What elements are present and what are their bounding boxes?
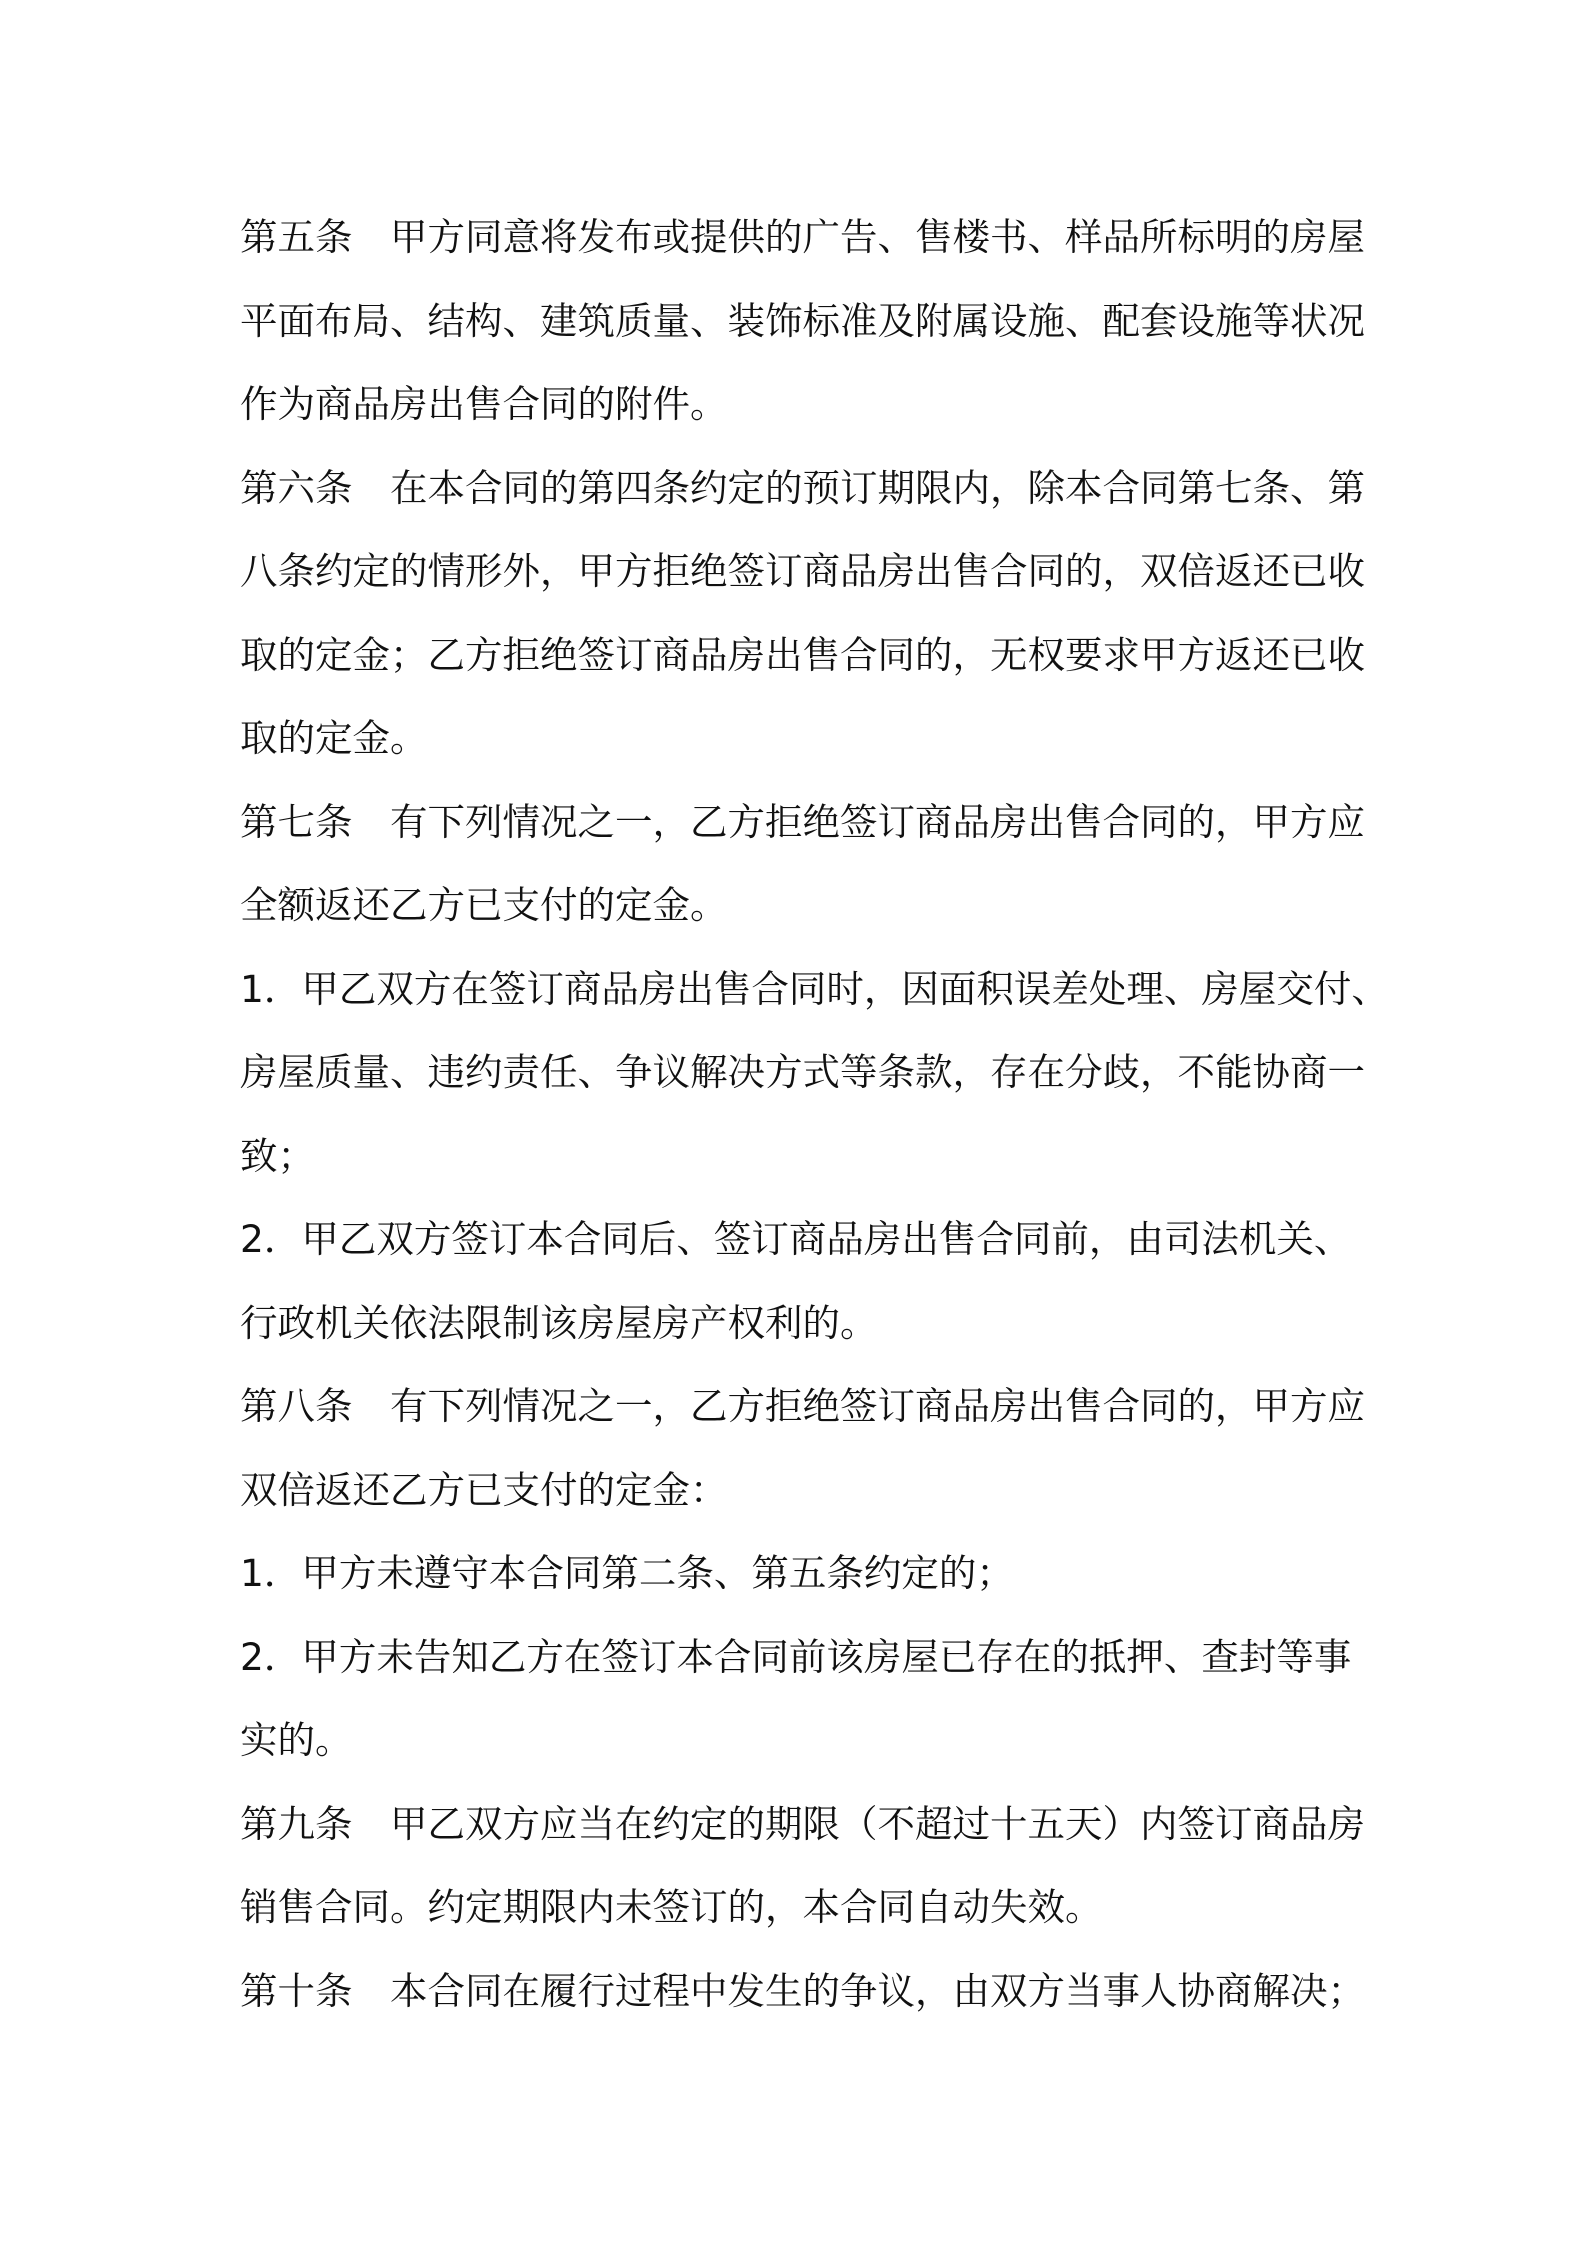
text-line: 第九条 甲乙双方应当在约定的期限（不超过十五天）内签订商品房: [240, 1801, 1365, 1846]
text-line: 取的定金；乙方拒绝签订商品房出售合同的，无权要求甲方返还已收: [240, 632, 1365, 677]
text-line: 第七条 有下列情况之一，乙方拒绝签订商品房出售合同的，甲方应: [240, 799, 1365, 844]
text-line: 取的定金。: [240, 716, 428, 760]
text-line: 致；: [240, 1133, 315, 1178]
text-line: 平面布局、结构、建筑质量、装饰标准及附属设施、配套设施等状况: [240, 298, 1365, 343]
contract-text: [240, 196, 1389, 2033]
text-line: 第六条 在本合同的第四条约定的预订期限内，除本合同第七条、第: [240, 465, 1365, 510]
text-line: 第八条 有下列情况之一，乙方拒绝签订商品房出售合同的，甲方应: [240, 1384, 1365, 1428]
text-line: 1．甲方未遵守本合同第二条、第五条约定的；: [240, 1551, 1014, 1595]
text-line: 实的。: [240, 1718, 353, 1762]
text-line: 2．甲乙双方签订本合同后、签订商品房出售合同前，由司法机关、: [240, 1217, 1352, 1261]
text-line: 第十条 本合同在履行过程中发生的争议，由双方当事人协商解决；: [240, 1968, 1365, 2013]
text-line: 第五条 甲方同意将发布或提供的广告、售楼书、样品所标明的房屋: [240, 215, 1365, 259]
text-line: 八条约定的情形外，甲方拒绝签订商品房出售合同的，双倍返还已收: [240, 549, 1365, 593]
text-line: 2．甲方未告知乙方在签订本合同前该房屋已存在的抵押、查封等事: [240, 1634, 1352, 1679]
text-line: 双倍返还乙方已支付的定金：: [240, 1467, 728, 1512]
text-line: 行政机关依法限制该房屋房产权利的。: [240, 1300, 878, 1345]
text-line: 1．甲乙双方在签订商品房出售合同时，因面积误差处理、房屋交付、: [240, 966, 1389, 1011]
text-line: 作为商品房出售合同的附件。: [240, 382, 728, 426]
text-line: 销售合同。约定期限内未签订的，本合同自动失效。: [240, 1885, 1103, 1929]
text-line: 房屋质量、违约责任、争议解决方式等条款，存在分歧，不能协商一: [240, 1050, 1365, 1094]
text-line: 全额返还乙方已支付的定金。: [240, 883, 728, 927]
